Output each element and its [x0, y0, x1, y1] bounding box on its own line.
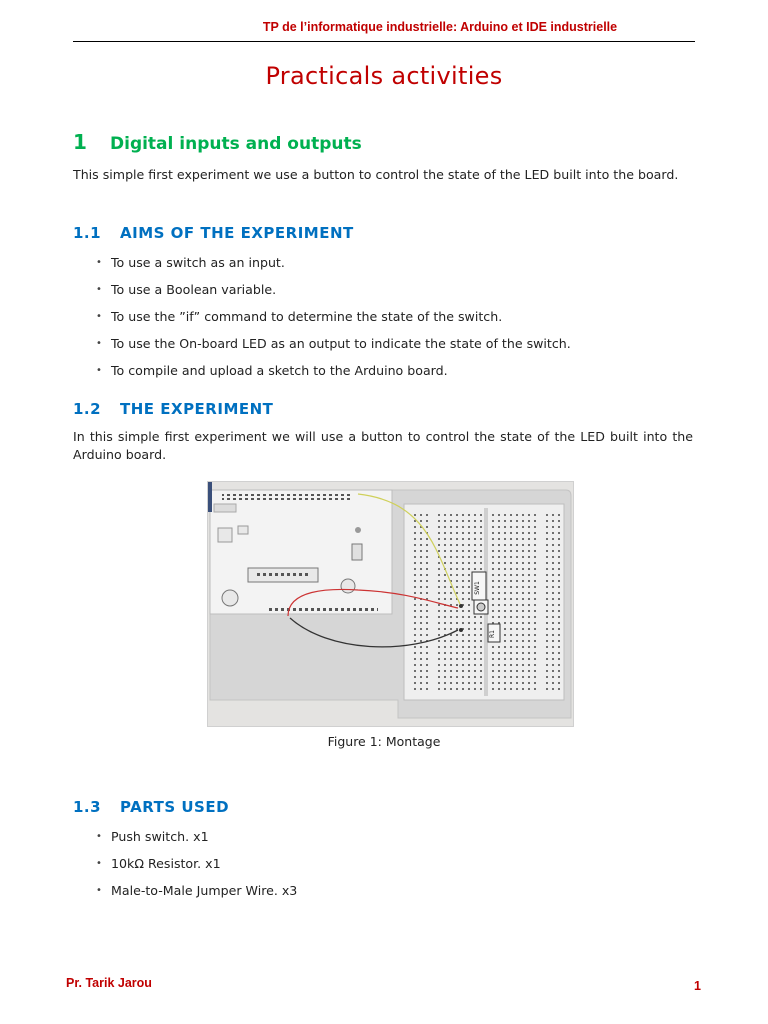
- bullet-icon: •: [96, 311, 102, 322]
- section-1-3-number: 1.3: [73, 798, 102, 816]
- section-1-1-title: AIMS OF THE EXPERIMENT: [120, 224, 354, 242]
- aims-list: [96, 254, 571, 389]
- section-1-1-number: 1.1: [73, 224, 102, 242]
- montage-illustration: [208, 482, 573, 726]
- switch-label: SW1: [474, 581, 481, 595]
- list-item: • To use the On-board LED as an output to indicate the state of the switch.: [96, 336, 571, 351]
- section-1-2-number: 1.2: [73, 400, 102, 418]
- resistor-label: R1: [489, 630, 496, 638]
- section-1-number: 1: [73, 130, 87, 154]
- list-item: • To use a Boolean variable.: [96, 282, 277, 297]
- list-item: • To use a switch as an input.: [96, 255, 285, 270]
- section-1-1-heading: [73, 224, 354, 242]
- list-item: • Male-to-Male Jumper Wire. x3: [96, 883, 298, 898]
- list-item: • Push switch. x1: [96, 829, 209, 844]
- bullet-icon: •: [96, 257, 102, 268]
- footer-author: Pr. Tarik Jarou: [66, 976, 152, 990]
- montage-photo: [207, 481, 574, 727]
- footer-page-number: 1: [694, 979, 701, 993]
- section-1-intro: This simple first experiment we use a button to control the state of the LED built into the board.: [73, 167, 679, 182]
- section-1-2-title: THE EXPERIMENT: [120, 400, 274, 418]
- bullet-icon: •: [96, 365, 102, 376]
- running-header: TP de l’informatique industrielle: Arduino et IDE industrielle: [262, 20, 618, 34]
- header-rule: [73, 41, 695, 42]
- list-item: • 10kΩ Resistor. x1: [96, 856, 221, 871]
- section-1-3-heading: [73, 798, 229, 816]
- section-1-title: Digital inputs and outputs: [110, 134, 362, 154]
- list-item: • To compile and upload a sketch to the Arduino board.: [96, 363, 448, 378]
- bullet-icon: •: [96, 284, 102, 295]
- section-1-heading: [73, 130, 362, 154]
- section-1-2-text: In this simple first experiment we will use a button to control the state of the LED built into the Arduino board.: [73, 429, 693, 462]
- document-title: Practicals activities: [265, 62, 503, 90]
- section-1-2-heading: [73, 400, 273, 418]
- bullet-icon: •: [96, 885, 102, 896]
- bullet-icon: •: [96, 858, 102, 869]
- parts-list: [96, 828, 297, 909]
- bullet-icon: •: [96, 338, 102, 349]
- bullet-icon: •: [96, 831, 102, 842]
- list-item: • To use the ”if” command to determine the state of the switch.: [96, 309, 503, 324]
- figure-caption: Figure 1: Montage: [327, 734, 441, 749]
- section-1-3-title: PARTS USED: [120, 798, 230, 816]
